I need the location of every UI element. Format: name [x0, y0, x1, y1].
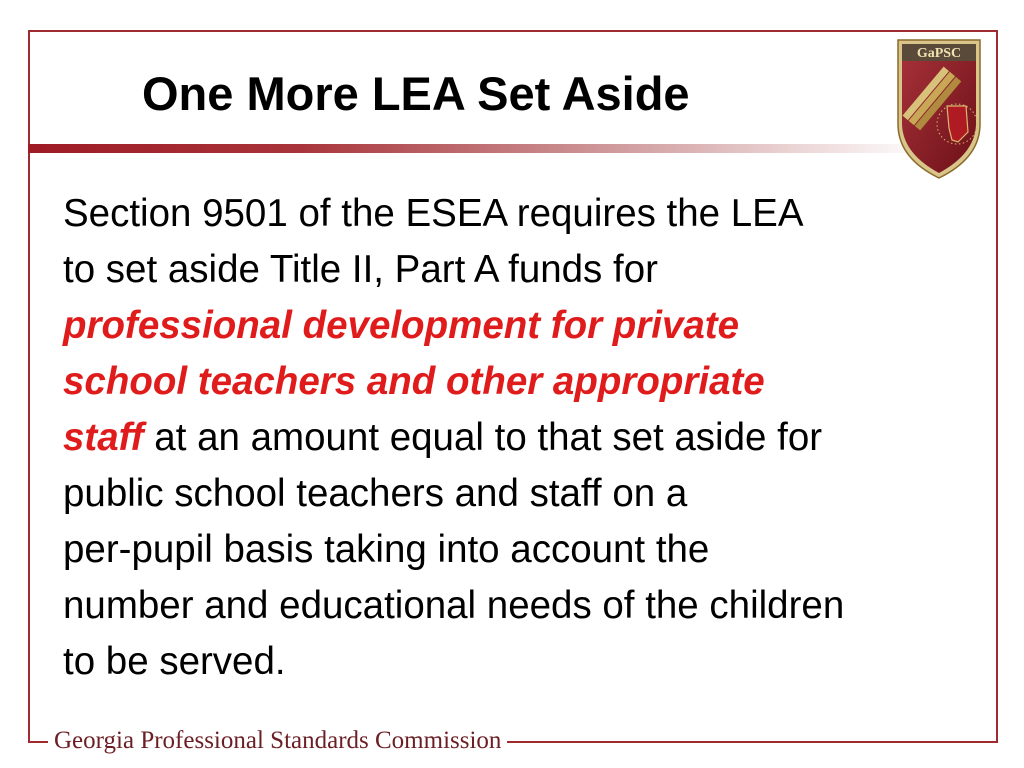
body-line: Section 9501 of the ESEA requires the LEA [63, 192, 804, 235]
body-line: number and educational needs of the children [63, 584, 845, 627]
slide-title: One More LEA Set Aside [142, 67, 690, 120]
title-underline-bar [28, 144, 928, 153]
body-line: to set aside Title II, Part A funds for [63, 248, 658, 291]
body-line: per-pupil basis taking into account the [63, 528, 710, 571]
body-highlight-line: school teachers and other appropriate [63, 360, 765, 403]
gapsc-seal-logo [892, 36, 986, 182]
body-line-rest: at an amount equal to that set aside for [143, 416, 823, 459]
footer-rule-left [28, 741, 42, 743]
body-line [63, 410, 993, 466]
body-line: public school teachers and staff on a [63, 472, 688, 515]
body-highlight-line: professional development for private [63, 304, 740, 347]
body-highlight-word: staff [63, 416, 144, 459]
body-line: to be served. [63, 640, 286, 683]
body-paragraph [63, 186, 993, 690]
footer-rule-right [552, 741, 998, 743]
footer-organization-name: Georgia Professional Standards Commission [48, 726, 507, 756]
logo-wordmark: GaPSC [916, 46, 962, 61]
